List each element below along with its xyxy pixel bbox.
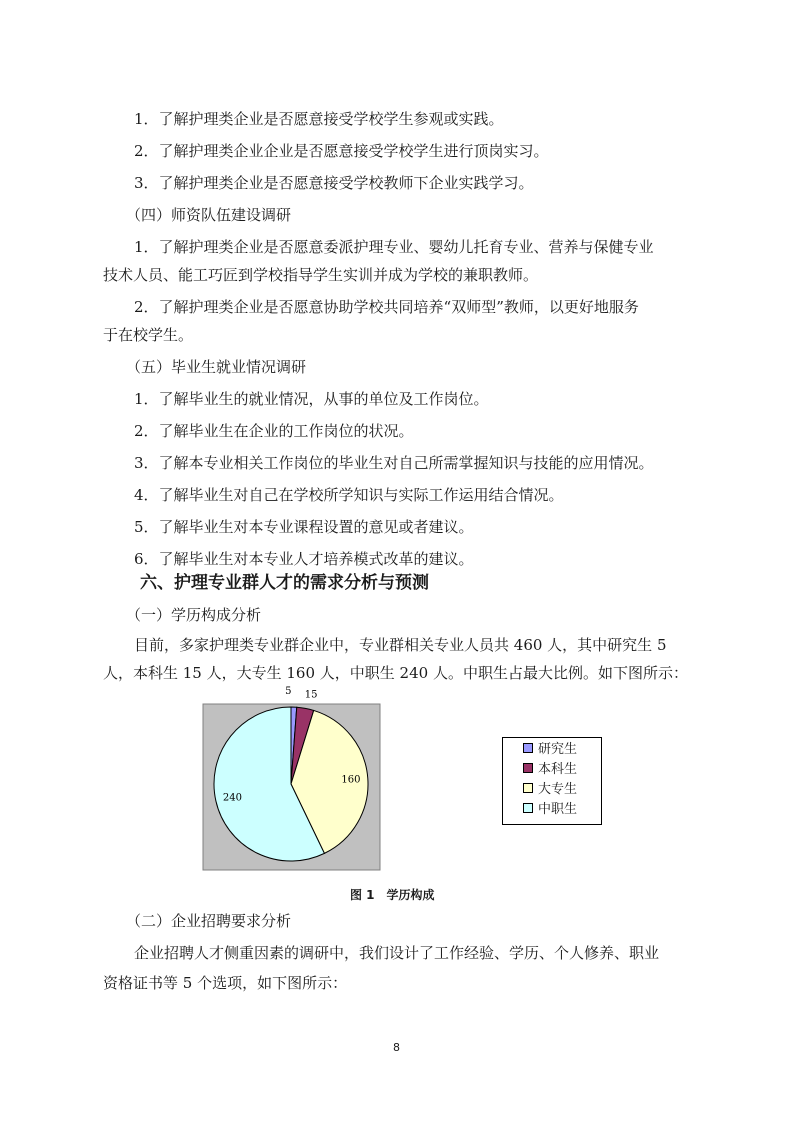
legend-item xyxy=(523,742,577,758)
paragraph-education-intro: 目前，多家护理类专业群企业中，专业群相关专业人员共 460 人，其中研究生 5 xyxy=(134,636,667,654)
chart-legend xyxy=(502,737,602,825)
subheading-teacher-team: （四）师资队伍建设调研 xyxy=(126,206,292,224)
item-training-reform: 6．了解毕业生对本专业人才培养模式改革的建议。 xyxy=(134,550,474,568)
item-positions: 2．了解毕业生在企业的工作岗位的状况。 xyxy=(134,422,414,440)
legend-label: 大专生 xyxy=(538,782,578,797)
legend-label: 中职生 xyxy=(538,802,578,817)
legend-item xyxy=(523,782,577,798)
item-parttime-teachers-cont: 技术人员、能工巧匠到学校指导学生实训并成为学校的兼职教师。 xyxy=(103,266,539,284)
pie-data-label: 160 xyxy=(341,774,361,786)
legend-label: 本科生 xyxy=(538,762,578,777)
subheading-graduate-employment: （五）毕业生就业情况调研 xyxy=(126,358,307,376)
item-employment: 1．了解毕业生的就业情况，从事的单位及工作岗位。 xyxy=(134,390,489,408)
paragraph-education-intro-cont: 人，本科生 15 人，大专生 160 人，中职生 240 人。中职生占最大比例。如下图所示： xyxy=(103,664,688,682)
item-teacher-practice: 3．了解护理类企业是否愿意接受学校教师下企业实践学习。 xyxy=(134,174,534,192)
figure-caption: 图 1 学历构成 xyxy=(350,888,435,902)
pie-data-label: 240 xyxy=(222,792,242,804)
legend-label: 研究生 xyxy=(538,742,578,757)
pie-data-label: 5 xyxy=(285,686,292,698)
item-internship: 2．了解护理类企业企业是否愿意接受学校学生进行顶岗实习。 xyxy=(134,142,549,160)
subheading-education-structure: （一）学历构成分析 xyxy=(126,606,262,624)
subheading-recruitment: （二）企业招聘要求分析 xyxy=(126,912,292,930)
education-pie-chart xyxy=(195,684,395,874)
item-visit-practice: 1．了解护理类企业是否愿意接受学校学生参观或实践。 xyxy=(134,110,504,128)
legend-swatch xyxy=(523,803,533,813)
item-curriculum-feedback: 5．了解毕业生对本专业课程设置的意见或者建议。 xyxy=(134,518,474,536)
item-parttime-teachers: 1．了解护理类企业是否愿意委派护理专业、婴幼儿托育专业、营养与保健专业 xyxy=(134,238,654,256)
item-double-qualified-cont: 于在校学生。 xyxy=(103,326,194,344)
item-knowledge-combination: 4．了解毕业生对自己在学校所学知识与实际工作运用结合情况。 xyxy=(134,486,564,504)
page-number: 8 xyxy=(393,1041,400,1054)
legend-swatch xyxy=(523,783,533,793)
section-heading-demand-analysis: 六、护理专业群人才的需求分析与预测 xyxy=(140,573,429,593)
paragraph-recruitment: 企业招聘人才侧重因素的调研中，我们设计了工作经验、学历、个人修养、职业 xyxy=(134,944,660,962)
legend-item xyxy=(523,762,577,778)
legend-item xyxy=(523,802,577,818)
legend-swatch xyxy=(523,763,533,773)
pie-data-label: 15 xyxy=(304,689,318,701)
item-double-qualified: 2．了解护理类企业是否愿意协助学校共同培养“双师型”教师，以更好地服务 xyxy=(134,298,639,316)
legend-swatch xyxy=(523,743,533,753)
paragraph-recruitment-cont: 资格证书等 5 个选项，如下图所示： xyxy=(103,974,348,992)
item-skills-application: 3．了解本专业相关工作岗位的毕业生对自己所需掌握知识与技能的应用情况。 xyxy=(134,454,654,472)
